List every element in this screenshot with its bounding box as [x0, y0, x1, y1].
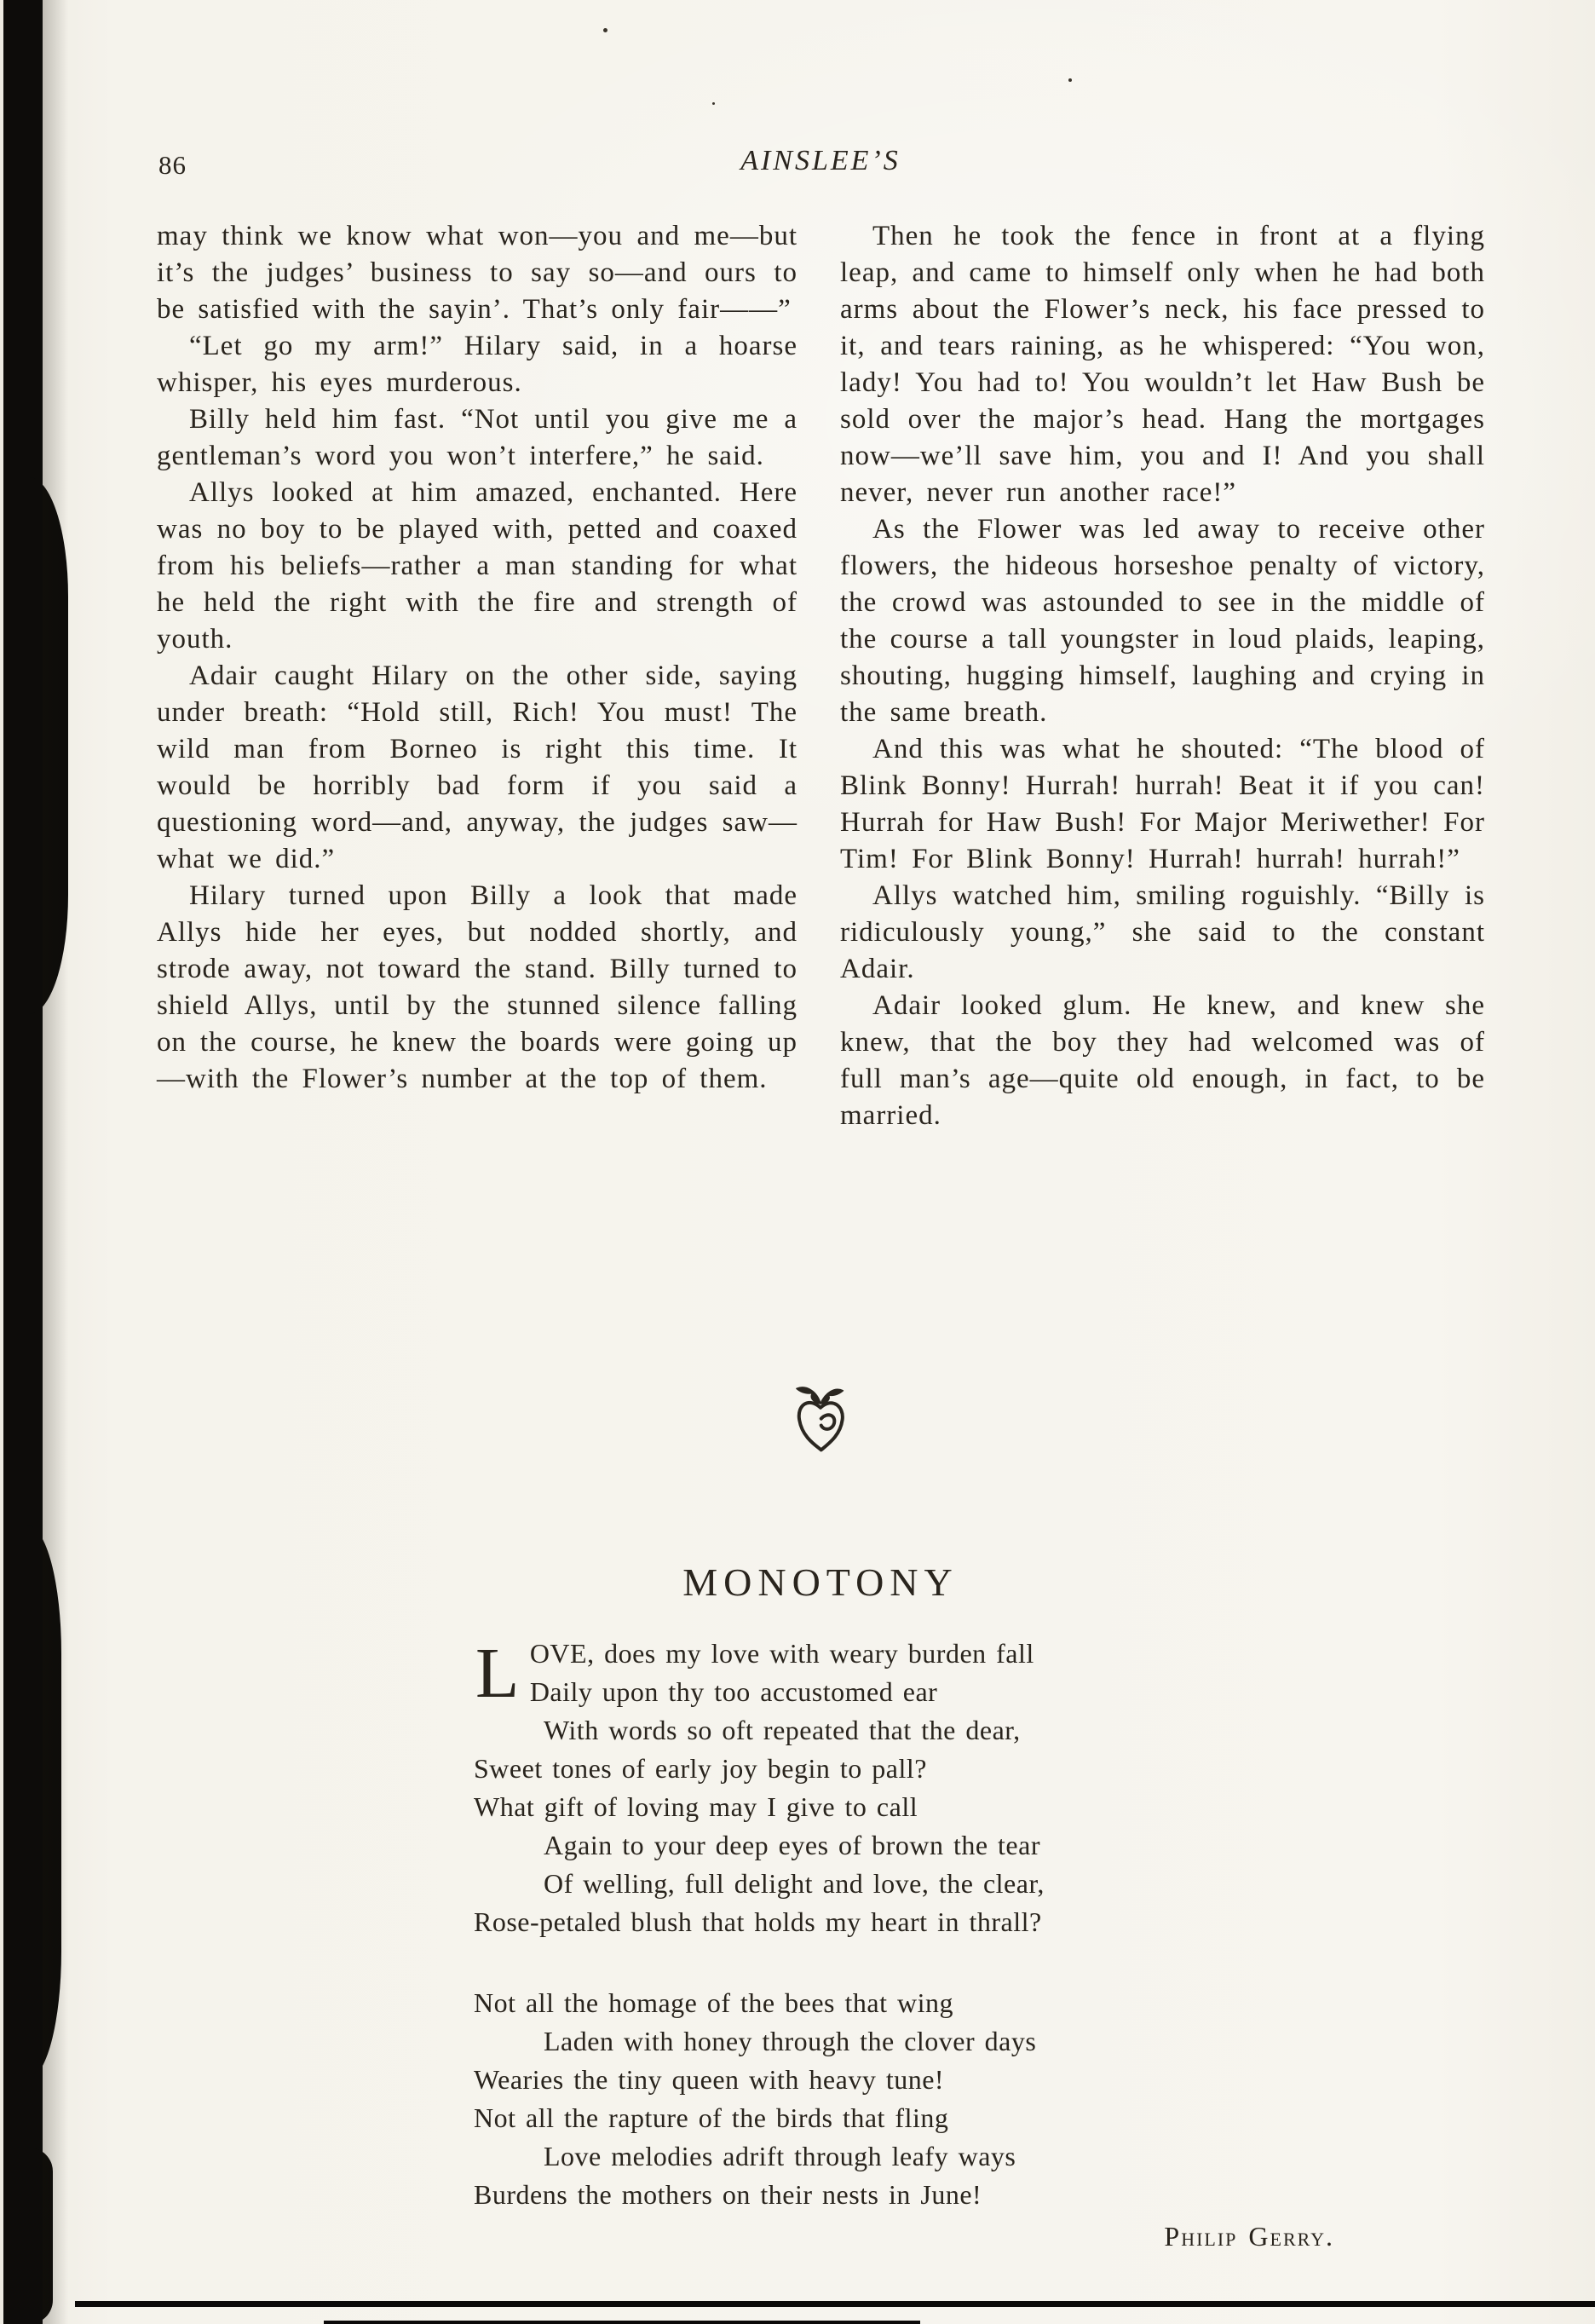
poem-line: Not all the rapture of the birds that fling — [474, 2102, 949, 2133]
story-left-column — [157, 218, 798, 1098]
floral-ornament-icon — [790, 1375, 851, 1459]
story-paragraph: Allys looked at him amazed, enchanted. Here was no boy to be played with, petted and coaxed from his beliefs—rather a man standing for what he held the right with the fire and strength of youth. — [157, 477, 798, 655]
scan-speck — [603, 28, 607, 32]
poem — [474, 1635, 1334, 2256]
poem-line: Of welling, full delight and love, the clear, — [544, 1868, 1045, 1899]
page-number: 86 — [158, 150, 187, 180]
story-paragraph: Allys watched him, smiling roguishly. “Billy is ridiculously young,” she said to the constant Adair. — [840, 880, 1485, 984]
story-paragraph: Adair looked glum. He knew, and knew she knew, that the boy they had welcomed was of full man’s age—quite old enough, in fact, to be married. — [840, 990, 1485, 1131]
scan-bottom-line — [75, 2301, 1595, 2307]
story-paragraph: Hilary turned upon Billy a look that made Allys hide her eyes, but nodded shortly, and strode away, not toward the stand. Billy turned to shield Allys, until by the stunned silence falling on the course, he knew the boards were going up—with the Flower’s number at the top of them. — [157, 880, 798, 1094]
poem-line: Love melodies adrift through leafy ways — [544, 2141, 1016, 2171]
running-header-title: AINSLEE’S — [740, 145, 901, 176]
story-paragraph: Adair caught Hilary on the other side, saying under breath: “Hold still, Rich! You must! The wild man from Borneo is right this time. It would be horribly bad form if you said a questioning word—and, anyway, the judges saw—what we did.” — [157, 660, 798, 874]
story-paragraph: may think we know what won—you and me—but it’s the judges’ business to say so—and ours to be satisfied with the sayin’. That’s only fair——” — [157, 221, 798, 325]
story-paragraph: Billy held him fast. “Not until you give me a gentleman’s word you won’t interfere,” he said. — [157, 404, 798, 471]
story-paragraph: “Let go my arm!” Hilary said, in a hoarse whisper, his eyes murderous. — [157, 331, 798, 398]
story-paragraph: And this was what he shouted: “The blood of Blink Bonny! Hurrah! hurrah! Beat it if you can! Hurrah for Haw Bush! For Major Meriwether! For Tim! For Blink Bonny! Hurrah! hurrah! hurrah!” — [840, 734, 1485, 874]
poem-drop-cap: L — [475, 1634, 520, 1713]
scan-speck — [1068, 78, 1072, 82]
poem-title: MONOTONY — [682, 1560, 959, 1604]
scan-speck — [712, 102, 715, 105]
poem-line: Wearies the tiny queen with heavy tune! — [474, 2064, 945, 2095]
story-paragraph: As the Flower was led away to receive other flowers, the hideous horseshoe penalty of victory, the crowd was astounded to see in the middle of the course a tall youngster in loud plaids, leaping, shouting, hugging himself, laughing and crying in the same breath. — [840, 514, 1485, 728]
scan-bottom-edge — [324, 2321, 920, 2324]
scan-gutter-shadow — [43, 0, 68, 2324]
stanza-gap — [474, 1941, 1334, 1984]
section-ornament — [156, 1375, 1485, 1463]
story-right-column — [840, 218, 1485, 1134]
story-paragraph: Then he took the fence in front at a flying leap, and came to himself only when he had both arms about the Flower’s neck, his face pressed to it, and tears raining, as he whispered: “You won, lady! You had to! You wouldn’t let Haw Bush be sold over the major’s head. Hang the mortgages now—we’ll save him, you and I! And you shall never, never run another race!” — [840, 221, 1485, 508]
poem-line: Sweet tones of early joy begin to pall? — [474, 1753, 927, 1784]
poem-line: Rose-petaled blush that holds my heart in thrall? — [474, 1906, 1042, 1937]
poem-line: Laden with honey through the clover days — [544, 2026, 1037, 2056]
poem-attribution: Philip Gerry. — [1164, 2221, 1334, 2252]
poem-line: Not all the homage of the bees that wing — [474, 1987, 953, 2018]
poem-line: Daily upon thy too accustomed ear — [529, 1676, 938, 1707]
poem-line: Again to your deep eyes of brown the tear — [544, 1830, 1040, 1860]
poem-line: What gift of loving may I give to call — [474, 1791, 918, 1822]
poem-line: OVE, does my love with weary burden fall — [529, 1638, 1034, 1669]
poem-line: Burdens the mothers on their nests in June! — [474, 2179, 982, 2210]
poem-line: With words so oft repeated that the dear, — [544, 1715, 1021, 1745]
